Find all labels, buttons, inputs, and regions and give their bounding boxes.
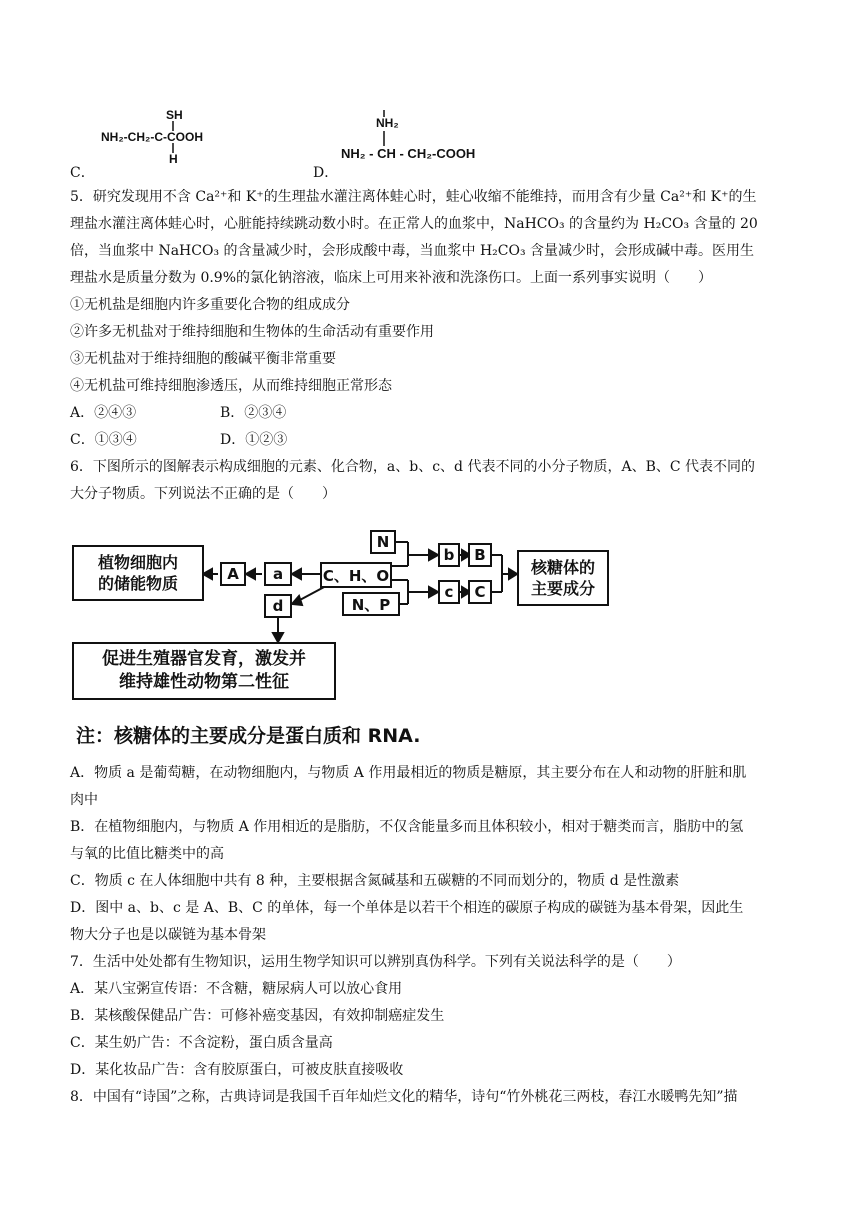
q5-stem-line-4: 理盐水是质量分数为 0.9%的氯化钠溶液，临床上可用来补液和洗涤伤口。上面一系列事实说明（ ） xyxy=(70,270,713,286)
plant-box-line-1: 植物细胞内 xyxy=(97,553,178,572)
q5-option-b: B．②③④ xyxy=(220,405,287,421)
q5-statement-4: ④无机盐可维持细胞渗透压，从而维持细胞正常形态 xyxy=(70,378,392,394)
q5-option-a: A．②④③ xyxy=(70,405,137,421)
monomer-b-box: b xyxy=(438,543,460,567)
q5-stem-line-2: 理盐水灌注离体蛙心时，心脏能持续跳动数小时。在正常人的血浆中，NaHCO₃ 的含量约为 H₂CO₃ 含量的 20 xyxy=(70,216,758,232)
elements-np-box: N、P xyxy=(342,592,400,616)
macromolecule-a-box: A xyxy=(220,562,246,586)
chem-c-main-chain: NH₂-CH₂-C-COOH xyxy=(101,130,203,144)
q5-statement-2: ②许多无机盐对于维持细胞和生物体的生命活动有重要作用 xyxy=(70,324,434,340)
q6-option-b-line-1: B．在植物细胞内，与物质 A 作用相近的是脂肪，不仅含能量多而且体积较小，相对于糖类而言，脂肪中的氢 xyxy=(70,819,744,835)
elements-cho-box: C、H、O xyxy=(320,562,392,588)
q6-stem-line-2: 大分子物质。下列说法不正确的是（ ） xyxy=(70,486,336,502)
q5-option-d: D．①②③ xyxy=(220,432,288,448)
q6-option-a-line-2: 肉中 xyxy=(70,792,98,808)
plant-box-line-2: 的储能物质 xyxy=(97,574,178,593)
ribosome-box-line-2: 主要成分 xyxy=(530,579,595,598)
ribosome-box-line-1: 核糖体的 xyxy=(530,558,595,577)
chem-d-top-group: NH₂ xyxy=(376,116,399,130)
monomer-c-box: c xyxy=(438,580,460,604)
q7-stem: 7．生活中处处都有生物知识，运用生物学知识可以辨别真伪科学。下列有关说法科学的是（ ） xyxy=(70,954,681,970)
sex-box-line-1: 促进生殖器官发育，激发并 xyxy=(102,649,306,669)
chem-c-top-group: SH xyxy=(166,108,183,122)
q6-option-d-line-1: D．图中 a、b、c 是 A、B、C 的单体，每一个单体是以若干个相连的碳原子构成的碳链为基本骨架，因此生 xyxy=(70,900,744,916)
monomer-d-box: d xyxy=(264,594,292,618)
diagram-note: 注：核糖体的主要成分是蛋白质和 RNA. xyxy=(76,725,421,747)
option-d-letter: D． xyxy=(313,165,339,181)
q7-option-a: A．某八宝粥宣传语：不含糖，糖尿病人可以放心食用 xyxy=(70,981,403,997)
q5-statement-3: ③无机盐对于维持细胞的酸碱平衡非常重要 xyxy=(70,351,336,367)
q5-statement-1: ①无机盐是细胞内许多重要化合物的组成成分 xyxy=(70,297,350,313)
macromolecule-c-box: C xyxy=(468,580,492,604)
element-n-box: N xyxy=(370,530,396,554)
chem-d-main-chain: NH₂ - CH - CH₂-COOH xyxy=(341,146,476,161)
sex-hormone-function-box xyxy=(72,642,336,700)
ribosome-components-box xyxy=(517,550,609,606)
q7-option-d: D．某化妆品广告：含有胶原蛋白，可被皮肤直接吸收 xyxy=(70,1062,404,1078)
q8-stem: 8．中国有“诗国”之称，古典诗词是我国千百年灿烂文化的精华，诗句“竹外桃花三两枝，春江水暖鸭先知”描 xyxy=(70,1089,738,1105)
q5-stem-line-1: 5．研究发现用不含 Ca²⁺和 K⁺的生理盐水灌注离体蛙心时，蛙心收缩不能维持，而用含有少量 Ca²⁺和 K⁺的生 xyxy=(70,189,757,205)
sex-box-line-2: 维持雄性动物第二性征 xyxy=(119,672,289,692)
q5-stem-line-3: 倍，当血浆中 NaHCO₃ 的含量减少时，会形成酸中毒，当血浆中 H₂CO₃ 含量减少时，会形成碱中毒。医用生 xyxy=(70,243,755,259)
q6-stem-line-1: 6．下图所示的图解表示构成细胞的元素、化合物，a、b、c、d 代表不同的小分子物质，A、B、C 代表不同的 xyxy=(70,459,756,475)
monomer-a-box: a xyxy=(264,562,292,586)
option-c-letter: C． xyxy=(70,165,95,181)
q6-option-d-line-2: 物大分子也是以碳链为基本骨架 xyxy=(70,927,266,943)
chem-c-bottom-group: H xyxy=(169,152,178,166)
q7-option-c: C．某生奶广告：不含淀粉，蛋白质含量高 xyxy=(70,1035,333,1051)
macromolecule-b-box: B xyxy=(468,543,492,567)
q6-option-b-line-2: 与氧的比值比糖类中的高 xyxy=(70,846,224,862)
plant-energy-storage-box xyxy=(72,545,204,601)
q6-option-a-line-1: A．物质 a 是葡萄糖，在动物细胞内，与物质 A 作用最相近的物质是糖原，其主要分布在人和动物的肝脏和肌 xyxy=(70,765,747,781)
q5-option-c: C．①③④ xyxy=(70,432,137,448)
q6-option-c: C．物质 c 在人体细胞中共有 8 种，主要根据含氮碱基和五碳糖的不同而划分的，物质 d 是性激素 xyxy=(70,873,680,889)
q7-option-b: B．某核酸保健品广告：可修补癌变基因，有效抑制癌症发生 xyxy=(70,1008,445,1024)
